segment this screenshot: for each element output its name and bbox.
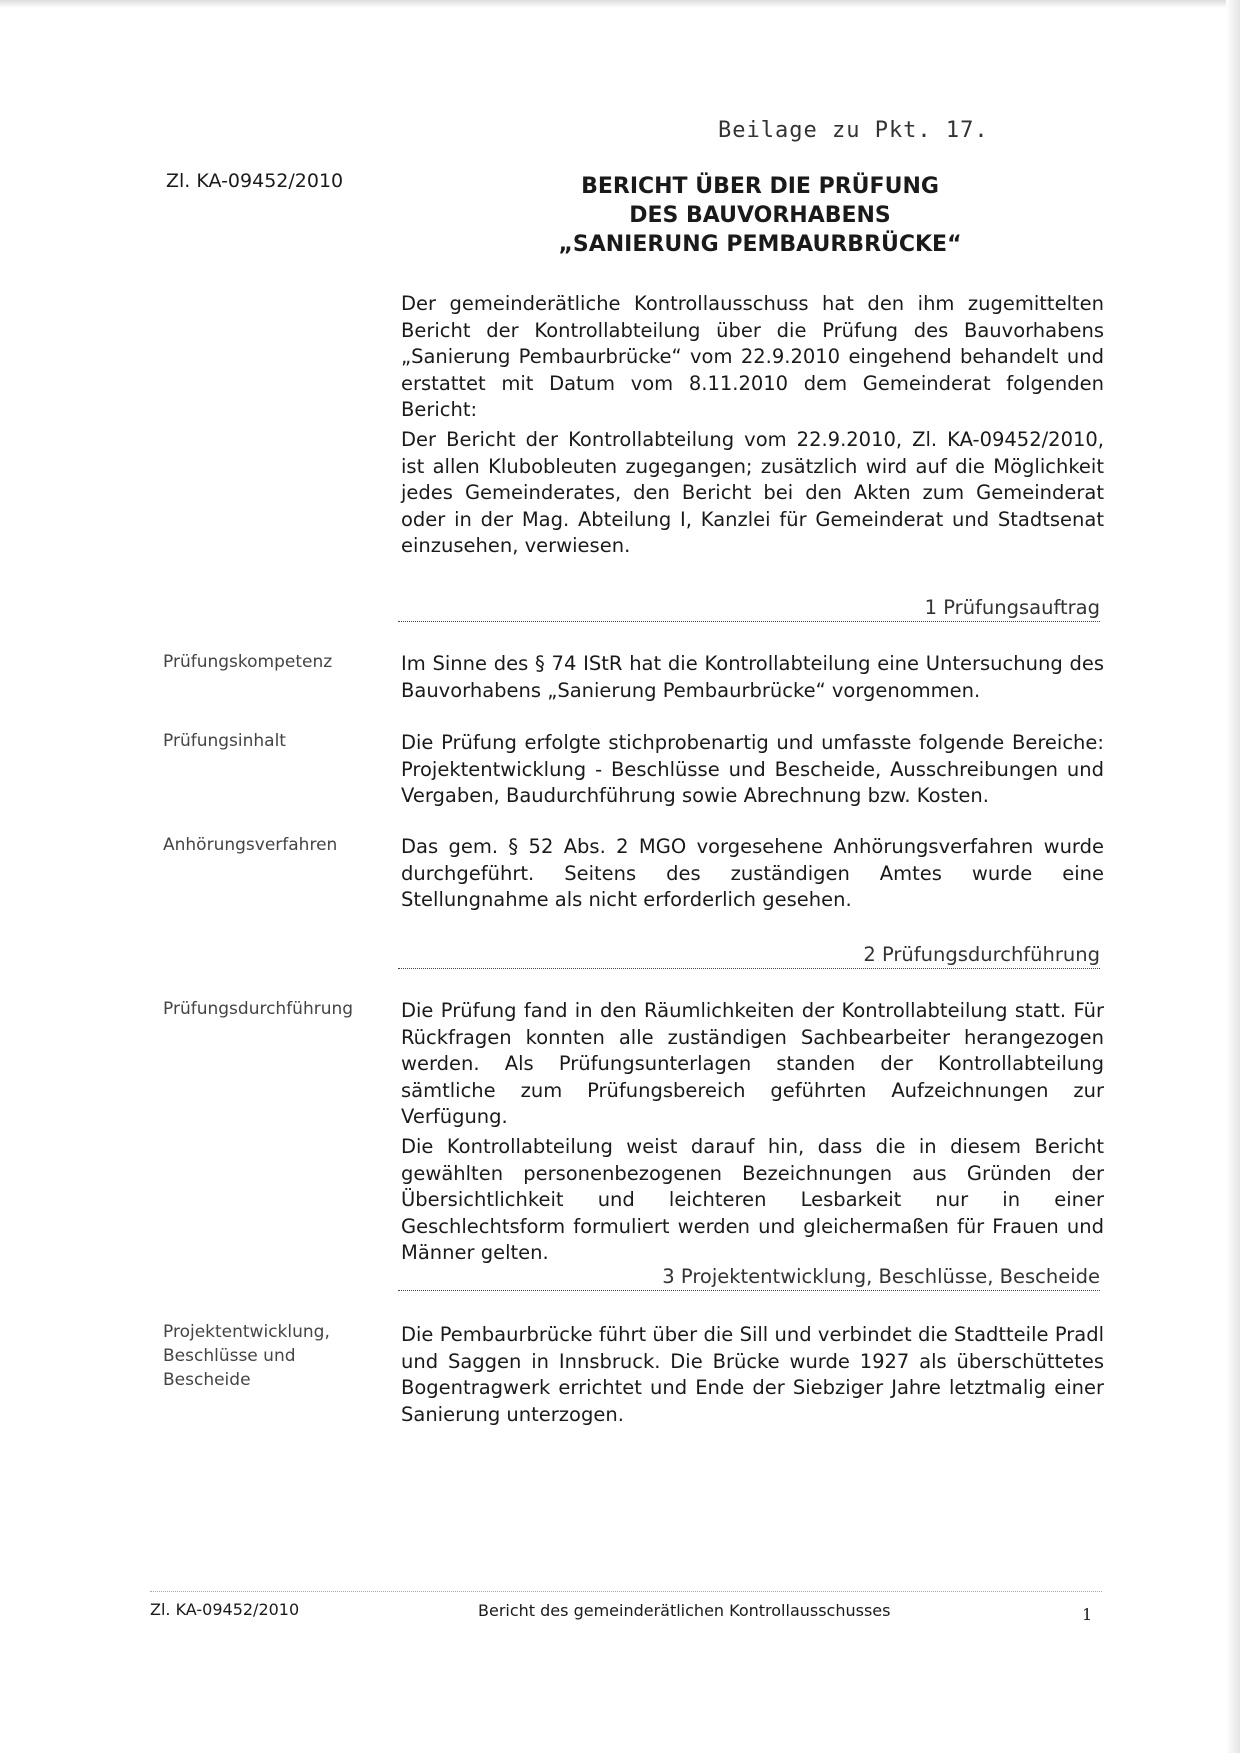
intro-paragraph-1: Der gemeinderätliche Kontrollausschuss hat den ihm zugemittelten Bericht der Kontrollabteilung über die Prüfung des Bauvorhabens „Sanierung Pembaurbrücke“ vom 22.9.2010 eingehend behandelt und erstattet mit Datum vom 8.11.2010 dem Gemeinderat folgenden Bericht: xyxy=(401,292,1104,421)
section-heading-3: 3 Projektentwicklung, Beschlüsse, Bescheide xyxy=(398,1265,1100,1291)
page-number: 1 xyxy=(1082,1605,1093,1624)
section-heading-2: 2 Prüfungsdurchführung xyxy=(398,943,1100,969)
body-gender-note: Die Kontrollabteilung weist darauf hin, dass die in diesem Bericht gewählten personenbezogenen Bezeichnungen aus Gründen der Übersichtlichkeit und leichteren Lesbarkeit nur in einer Geschlechtsform formuliert werden und gleichermaßen für Frauen und Männer gelten. xyxy=(401,1135,1104,1264)
intro-paragraph-2: Der Bericht der Kontrollabteilung vom 22.9.2010, Zl. KA-09452/2010, ist allen Klubobleuten zugegangen; zusätzlich wird auf die Möglichkeit jedes Gemeinderates, den Bericht bei den Akten zum Gemeinderat oder in der Mag. Abteilung I, Kanzlei für Gemeinderat und Stadtsenat einzusehen, verwiesen. xyxy=(401,428,1104,557)
file-number: Zl. KA-09452/2010 xyxy=(166,170,344,192)
body-anhoerungsverfahren: Das gem. § 52 Abs. 2 MGO vorgesehene Anhörungsverfahren wurde durchgeführt. Seitens des zuständigen Amtes wurde eine Stellungnahme als nicht erforderlich gesehen. xyxy=(401,835,1104,911)
title-line-1: BERICHT ÜBER DIE PRÜFUNG xyxy=(581,174,939,199)
footer-file-number: Zl. KA-09452/2010 xyxy=(150,1600,300,1619)
side-label-pruefungskompetenz: Prüfungskompetenz xyxy=(163,652,333,672)
body-pruefungsinhalt: Die Prüfung erfolgte stichprobenartig und umfasste folgende Bereiche: Projektentwicklung - Beschlüsse und Bescheide, Ausschreibungen und Vergaben, Baudurchführung sowie Abrechnung bzw. Kosten. xyxy=(401,731,1104,807)
report-title xyxy=(480,172,1040,259)
body-pruefungskompetenz: Im Sinne des § 74 IStR hat die Kontrollabteilung eine Untersuchung des Bauvorhabens „Sanierung Pembaurbrücke“ vorgenommen. xyxy=(401,652,1104,702)
body-projektentwicklung: Die Pembaurbrücke führt über die Sill und verbindet die Stadtteile Pradl und Saggen in Innsbruck. Die Brücke wurde 1927 als überschüttetes Bogentragwerk errichtet und Ende der Siebziger Jahre letztmalig einer Sanierung unterzogen. xyxy=(401,1323,1104,1426)
side-label-pruefungsdurchfuehrung: Prüfungsdurchführung xyxy=(163,999,354,1019)
side-label-pruefungsinhalt: Prüfungsinhalt xyxy=(163,731,286,751)
attachment-note: Beilage zu Pkt. 17. xyxy=(718,118,989,143)
body-pruefungsdurchfuehrung: Die Prüfung fand in den Räumlichkeiten der Kontrollabteilung statt. Für Rückfragen konnten alle zuständigen Sachbearbeiter herangezogen werden. Als Prüfungsunterlagen standen der Kontrollabteilung sämtliche zum Prüfungsbereich geführten Aufzeichnungen zur Verfügung. xyxy=(401,999,1104,1128)
side-label-projektentwicklung: Projektentwicklung, Beschlüsse und Bescheide xyxy=(163,1322,330,1390)
title-line-2: DES BAUVORHABENS xyxy=(629,203,891,228)
footer-report-name: Bericht des gemeinderätlichen Kontrollausschusses xyxy=(478,1601,891,1620)
side-label-anhoerungsverfahren: Anhörungsverfahren xyxy=(163,835,338,855)
footer-divider xyxy=(150,1591,1102,1592)
title-line-3: „SANIERUNG PEMBAURBRÜCKE“ xyxy=(558,232,962,257)
section-heading-1: 1 Prüfungsauftrag xyxy=(398,596,1100,622)
scan-shadow-right xyxy=(1226,0,1240,1753)
scan-shadow-top xyxy=(0,0,1240,8)
